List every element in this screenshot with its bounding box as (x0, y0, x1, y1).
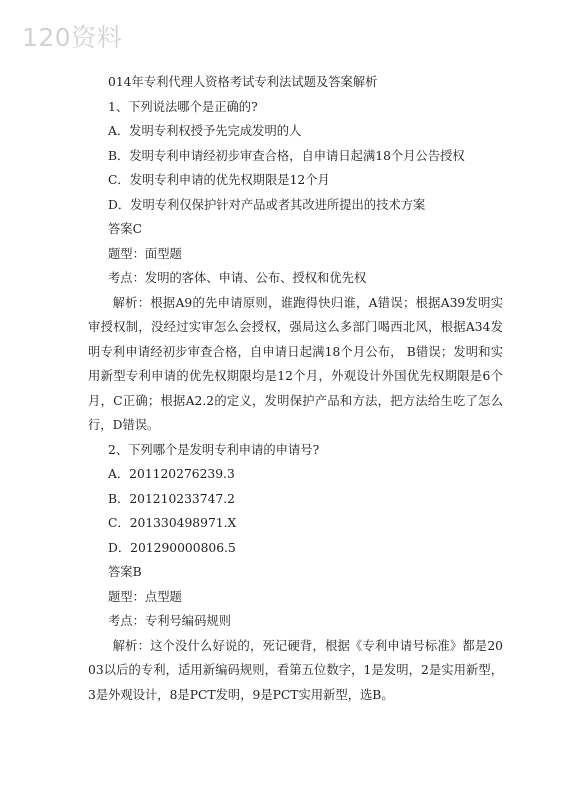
watermark: 120资料 (22, 23, 123, 52)
q1-option-a: A．发明专利权授予先完成发明的人 (108, 124, 302, 138)
q2-option-b: B．201210233747.2 (108, 491, 235, 506)
q2-answer: 答案B (108, 565, 142, 579)
q1-answer: 答案C (108, 222, 143, 236)
q1-option-c: C．发明专利申请的优先权期限是12个月 (108, 173, 330, 187)
document-title: 014年专利代理人资格考试专利法试题及答案解析 (108, 75, 378, 89)
question-2: 2、下列哪个是发明专利申请的申请号? (108, 442, 320, 457)
q1-option-d: D．发明专利仅保护针对产品或者其改进所提出的技术方案 (108, 197, 426, 212)
q2-option-a: A．201120276239.3 (108, 467, 235, 481)
q1-type: 题型：面型题 (108, 246, 182, 261)
q1-option-b: B．发明专利申请经初步审查合格，自申请日起满18个月公告授权 (108, 148, 465, 163)
q2-type: 题型：点型题 (108, 589, 182, 604)
q2-option-c: C．201330498971.X (108, 516, 237, 530)
q1-topic: 考点：发明的客体、申请、公布、授权和优先权 (108, 271, 367, 285)
q2-topic: 考点：专利号编码规则 (108, 614, 231, 628)
document-body (88, 70, 503, 707)
q2-analysis: 解析：这个没什么好说的，死记硬背，根据《专利申请号标准》都是2003以后的专利，适用新编码规则，看第五位数字，1是发明，2是实用新型，3是外观设计，8是PCT发明，9是PCT实用新型，选B。 (88, 638, 503, 702)
q2-option-d: D．201290000806.5 (108, 540, 236, 555)
q1-analysis: 解析：根据A9的先申请原则，谁跑得快归谁，A错误；根据A39发明实审授权制，没经过实审怎么会授权，强局这么多部门喝西北风，根据A34发明专利申请经初步审查合格，自申请日起满18个月公布， B错误；发明和实用新型专利申请的优先权期限均是12个月，外观设计外国优先权期限是6个月，C正确；根据A2.2的定义，发明保护产品和方法，把方法给生吃了怎么行，D错误。 (88, 295, 503, 432)
question-1: 1、下列说法哪个是正确的? (108, 99, 258, 114)
